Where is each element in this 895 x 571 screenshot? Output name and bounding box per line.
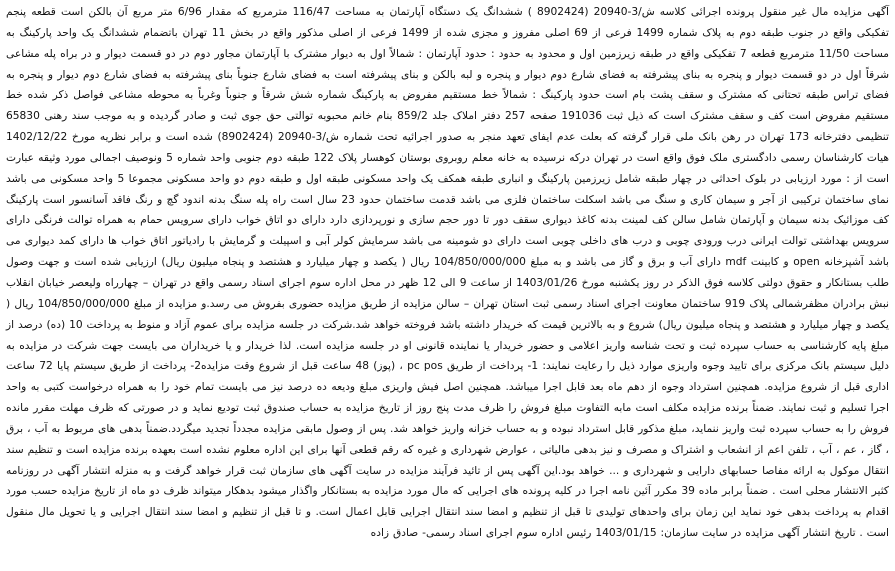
notice-body-text: آگهی مزایده مال غیر منقول پرونده اجرائی کلاسه ش/3-20940 (8902424 ) ششدانگ یک دستگاه آپارتمان به مساحت 116/47 مترمربع که مقدار 6/96 متر مربع آن بالکن است قطعه پنجم تفکیکی واقع در جنوب طبقه دوم به پلاک شماره 1499 فرعی از 69 اصلی مفروز و مجزی شده از 1499 فرعی از اصلی مذکور واقع در بخش 11 تهران باتضمام ششدانگ یک واحد پارکینگ به مساحت 11/50 مترمربع قطعه 7 تفکیکی واقع در طبقه زیرزمین اول و محدود به حدود : حدود آپارتمان : شمالاً اول به دیوار مشترک با آپارتمان مجاور دوم در دو قسمت دیوار و در براه پله مشاعی شرقاً اول در دو قسمت دیوار و پنجره به بنای پیشرفته به فضای شارع دوم دیوار و پنجره و لبه بالکن و بنای پیشرفته است به فضای شارع جنوباً بنای پیشرفته به فضای شارع دوم دیوار و پنجره به فضای تراس طبقه تحتانی که مشترک و سقف پشت بام است حدود پارکینگ : شمالاً خط مستقیم مفروض به پارکینگ شماره شش شرقاً و جنوباً وغرباً به محوطه مشاعی فواصل ذکر شده خط مستقیم مفروض است کف و سقف مشترک است که ذیل ثبت 191036 صفحه 257 دفتر املاک جلد 859/2 بنام خانم محبوبه توالتی حق جوی ثبت و صادر گردیده و به موجب سند رهنی 65830 تنظیمی دفترخانه 173 تهران در رهن بانک ملی قرار گرفته که بعلت عدم ایفای تعهد منجر به صدور اجرائیه تحت شماره ش/3-20940 (8902424) شده است و برابر نظریه مورخ 1402/12/22 هیات کارشناسان رسمی دادگستری ملک فوق واقع است در تهران درکه نرسیده به خانه معلم روبروی بوستان کوهسار پلاک 122 طبقه دوم جنوبی واحد شماره 5 ونوصیف اجمالی مورد وثیقه عبارت است از : مورد ارزیابی در بلوک احداثی در چهار طبقه شامل زیرزمین پارکینگ و انباری طبقه همکف یک واحد مسکونی طبقه اول و طبقه دوم دو واحد مسکونی مجموعا 5 واحد مسکونی می باشد نمای ساختمان ترکیبی از آجر و سیمان کاری و سنگ می باشد اسکلت ساختمان فلزی می باشد قدمت ساختمان حدود 23 سال است راه پله سنگ بدنه اندود گچ و رنگ فاقد آسانسور است پارکینگ کف موزائیک بدنه سیمان و آپارتمان شامل سالن کف لمینت بدنه کاغذ دیواری سقف دور تا دور حجم سازی و نورپردازی دارد دارای دو اتاق خواب دارای سرویس حمام به همراه توالت فرنگی دارای سرویس بهداشتی توالت ایرانی درب ورودی چوبی و درب های داخلی چوبی است دارای دو شومینه می باشد سرمایش کولر آبی و اسپیلت و گرمایش با رادیاتور اتاق خواب ها دارای کمد دیواری می باشد آشپزخانه open و کابینت mdf دارای آب و برق و گاز می باشد و به مبلغ 104/850/000/000 ریال ( یکصد و چهار میلیارد و هشتصد و پنجاه میلیون ریال) ارزیابی شده است و جهت وصول طلب بستانکار و حقوق دولتی کلاسه فوق الذکر در روز یکشنبه مورخ 1403/01/26 از ساعت 9 الی 12 ظهر در محل اداره سوم اجرای اسناد رسمی واقع در تهران – چهارراه ولیعصر خیابان انقلاب نبش برادران مظفرشمالی پلاک 919 ساختمان معاونت اجرای اسناد رسمی ثبت استان تهران – سالن مزایده از طریق مزایده حضوری بفروش می رسد.و مزایده از مبلغ 104/850/000/000 ریال ( یکصد و چهار میلیارد و هشتصد و پنجاه میلیون ریال) شروع و به بالاترین قیمت که خریدار داشته باشد فروخته خواهد شد.شرکت در جلسه مزایده برای عموم آزاد و منوط به پرداخت 10 (ده) درصد از مبلغ پایه کارشناسی به حساب سپرده ثبت و تحت شناسه واریز اعلامی و حضور خریدار یا نماینده قانونی او در جلسه مزایده است. لذا خریدار و یا خریداران می بایست جهت شرکت در مزایده به دلیل سیستم بانک مرکزی برای تایید وجوه واریزی موارد ذیل را رعایت نمایند: 1- پرداخت از طریق pc pos ، (پوز) 48 ساعت قبل از شروع وقت مزایده2- پرداخت از طریق سیستم پایا 72 ساعت اداری قبل از شروع مزایده. همچنین استرداد وجوه از دهم ماه بعد قابل اجرا میباشد. همچنین اصل فیش واریزی مبلغ ودیعه ده درصد نیز می بایست تمام خود را به همراه درخواست کتبی به واحد اجرا تسلیم و ثبت نمایند. ضمناً برنده مزایده مکلف است مابه التفاوت مبلغ فروش را ظرف مدت پنج روز از تاریخ مزایده به حساب صندوق ثبت تودیع نماید و در صورتی که ظرف مهلت مقرر مانده فروش را به حساب سپرده ثبت واریز ننماید، مبلغ مذکور قابل استرداد نبوده و به حساب خزانه واریز خواهد شد. پس از وصول مابقی مزایده مجدداً تجدید میگردد.ضمناً بدهی های مربوط به آب ، برق ، گاز ، عم ، آب ، تلفن اعم از انشعاب و اشتراک و مصرف و نیز بدهی مالیاتی ، عوارض شهرداری و غیره که رقم قطعی آنها برای این اداره معلوم نشده است بعهده برنده مزایده است و تنظیم سند انتقال موکول به ارائه مفاصا حسابهای دارایی و شهرداری و ... خواهد بود.این آگهی پس از تائید فرآیند مزایده در سایت آگهی های سازمان ثبت قرار خواهد گرفت و به منزله انتشار آگهی در روزنامه کثیر الانتشار محلی است . ضمناً برابر ماده 39 مکرر آئین نامه اجرا در کلیه پرونده های اجرایی که مال مورد مزایده به بستانکار واگذار میشود بدهکار میتواند ظرف دو ماه از تاریخ مزایده حسب مورد اقدام به پرداخت بدهی خود نماید این زمان برای واحدهای تولیدی تا قبل از تنظیم و امضا سند انتقال اجرایی قابل اعمال است. و تا قبل از تنظیم و امضا سند انتقال اجرایی و یا تحویل مال منقول است . تاریخ انتشار آگهی مزایده در سایت سازمان: 1403/01/15 رئیس اداره سوم اجرای اسناد رسمی- صادق زاده [6,5,890,540]
